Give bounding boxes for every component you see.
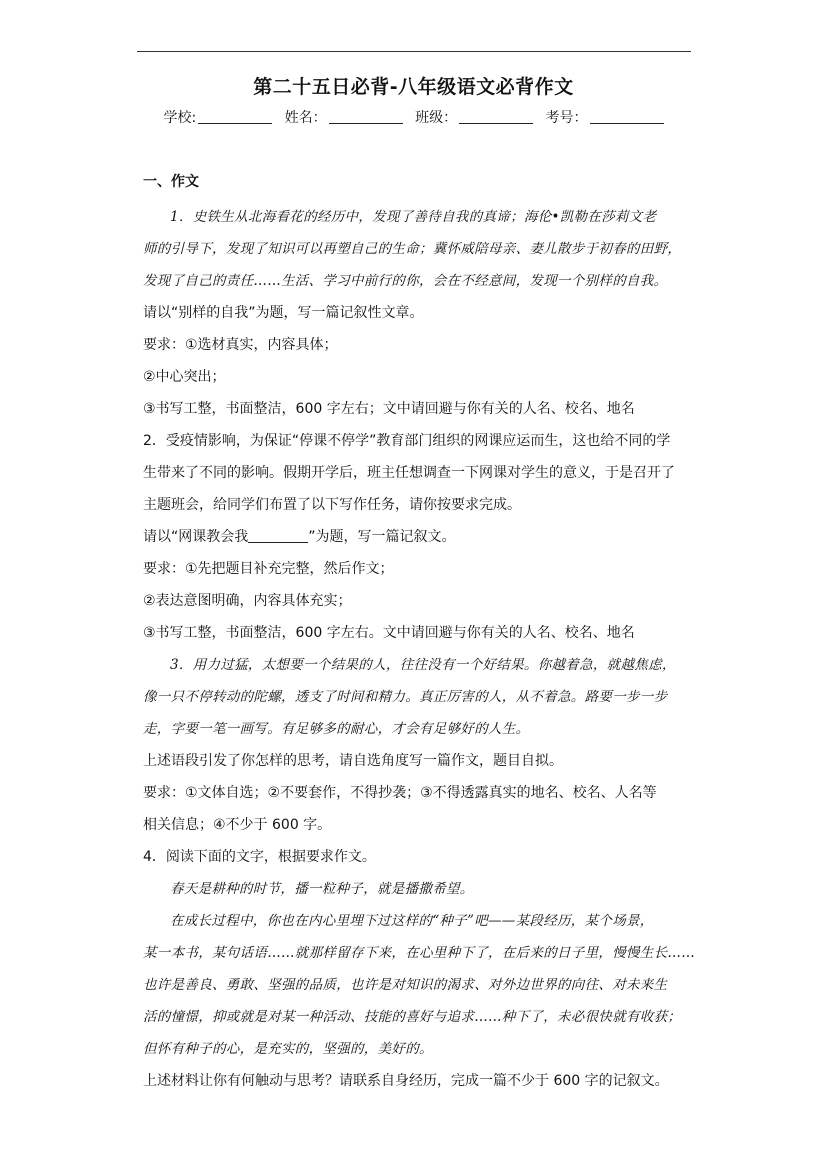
q4-line-1: 4．阅读下面的文字，根据要求作文。 xyxy=(143,849,376,865)
school-field xyxy=(163,107,272,127)
number-label: 考号： xyxy=(545,110,588,126)
q1-line-4: 请以“别样的自我”为题，写一篇记叙性文章。 xyxy=(143,305,424,321)
q2-line-4-pre: 请以“网课教会我 xyxy=(143,529,249,545)
q2-requirement-2: ②表达意图明确，内容具体充实； xyxy=(143,593,352,609)
question-3 xyxy=(143,649,695,841)
page-title: 第二十五日必背-八年级语文必背作文 xyxy=(253,76,574,98)
q3-line-1: 3．用力过猛，太想要一个结果的人，往往没有一个好结果。你越着急，就越焦虑， xyxy=(170,657,676,673)
q4-line-5: 也许是善良、勇敢、坚强的品质，也许是对知识的渴求、对外边世界的向往、对未来生 xyxy=(143,977,668,993)
number-field xyxy=(546,107,664,127)
q2-line-4-post: ”为题，写一篇记叙文。 xyxy=(308,529,456,545)
document-body xyxy=(143,171,695,1097)
q4-line-7: 但怀有种子的心，是充实的，坚强的，美好的。 xyxy=(143,1041,433,1057)
number-blank[interactable] xyxy=(590,109,664,124)
q2-line-1: 2．受疫情影响，为保证“停课不停学”教育部门组织的网课应运而生，这也给不同的学 xyxy=(143,433,671,449)
q3-requirement-2: 相关信息；④不少于 600 字。 xyxy=(143,817,332,833)
q2-requirement-3: ③书写工整，书面整洁，600 字左右。文中请回避与你有关的人名、校名、地名 xyxy=(143,625,635,641)
q3-line-3: 走，字要一笔一画写。有足够多的耐心，才会有足够好的人生。 xyxy=(143,721,530,737)
header-rule xyxy=(137,51,691,52)
q4-line-6: 活的憧憬，抑或就是对某一种活动、技能的喜好与追求……种下了，未必很快就有收获； xyxy=(143,1009,682,1025)
q1-requirement-1: 要求：①选材真实，内容具体； xyxy=(143,337,338,353)
q4-line-8: 上述材料让你有何触动与思考？请联系自身经历，完成一篇不少于 600 字的记叙文。 xyxy=(143,1073,669,1089)
question-2 xyxy=(143,425,695,649)
q4-line-2: 春天是耕种的时节，播一粒种子，就是播撒希望。 xyxy=(170,881,474,897)
title-blank[interactable] xyxy=(248,528,308,543)
q3-requirement-1: 要求：①文体自选；②不要套作，不得抄袭；③不得透露真实的地名、校名、人名等 xyxy=(143,785,657,801)
question-1 xyxy=(143,201,695,425)
q3-line-2: 像一只不停转动的陀螺，透支了时间和精力。真正厉害的人，从不着急。路要一步一步 xyxy=(143,689,668,705)
class-label: 班级： xyxy=(415,110,458,126)
q1-line-2: 师的引导下，发现了知识可以再塑自己的生命；冀怀威陪母亲、妻儿散步于初春的田野， xyxy=(143,241,682,257)
q2-line-2: 生带来了不同的影响。假期开学后，班主任想调查一下网课对学生的意义，于是召开了 xyxy=(143,465,675,481)
q3-line-4: 上述语段引发了你怎样的思考，请自选角度写一篇作文，题目自拟。 xyxy=(143,753,563,769)
q2-requirement-1: 要求：①先把题目补充完整，然后作文； xyxy=(143,561,394,577)
student-info-line xyxy=(0,107,827,127)
q1-line-1: 1．史铁生从北海看花的经历中，发现了善待自我的真谛；海伦•凯勒在莎莉文老 xyxy=(170,209,657,225)
class-blank[interactable] xyxy=(459,109,533,124)
q4-line-4: 某一本书，某句话语……就那样留存下来，在心里种下了，在后来的日子里，慢慢生长…… xyxy=(143,945,695,961)
section-heading: 一、作文 xyxy=(143,174,199,190)
question-4 xyxy=(143,841,695,1097)
q2-line-3: 主题班会，给同学们布置了以下写作任务，请你按要求完成。 xyxy=(143,497,521,513)
name-blank[interactable] xyxy=(329,109,403,124)
q1-requirement-3: ③书写工整，书面整洁，600 字左右；文中请回避与你有关的人名、校名、地名 xyxy=(143,401,635,417)
q1-requirement-2: ②中心突出； xyxy=(143,369,226,385)
school-blank[interactable] xyxy=(198,109,272,124)
class-field xyxy=(415,107,533,127)
q2-line-4 xyxy=(143,521,695,553)
name-label: 姓名： xyxy=(284,110,327,126)
name-field xyxy=(285,107,403,127)
q4-line-3: 在成长过程中，你也在内心里埋下过这样的“种子”吧——某段经历，某个场景， xyxy=(170,913,654,929)
q1-line-3: 发现了自己的责任……生活、学习中前行的你，会在不经意间，发现一个别样的自我。 xyxy=(143,273,668,289)
school-label: 学校: xyxy=(163,110,197,126)
